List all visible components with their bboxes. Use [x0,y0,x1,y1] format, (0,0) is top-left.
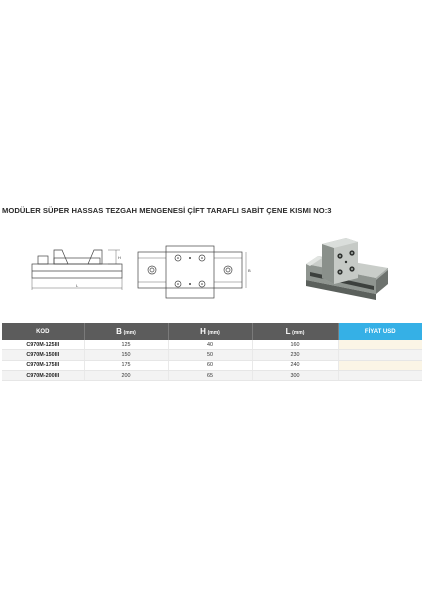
side-view-l-label: L [76,283,79,288]
cell-kod: C970M-175III [2,360,84,370]
header-l [252,323,338,340]
cell-h: 50 [168,350,252,360]
cell-h: 40 [168,340,252,350]
cell-b: 175 [84,360,168,370]
table-row [2,360,422,370]
header-price: FİYAT USD [338,323,422,340]
top-view-b-label: B [248,268,251,273]
cell-b: 125 [84,340,168,350]
cell-l: 230 [252,350,338,360]
cell-kod: C970M-200III [2,370,84,380]
table-row [2,350,422,360]
header-h [168,323,252,340]
product-title: MODÜLER SÜPER HASSAS TEZGAH MENGENESİ ÇİFT TARAFLI SABİT ÇENE KISMI NO:3 [2,206,332,215]
technical-drawings [0,232,424,312]
cell-b: 150 [84,350,168,360]
top-view-drawing [134,238,254,308]
cell-price [338,350,422,360]
cell-kod: C970M-125III [2,340,84,350]
header-b [84,323,168,340]
cell-l: 300 [252,370,338,380]
header-l-unit: (mm) [292,330,305,336]
header-h-letter: H [200,327,206,336]
cell-h: 65 [168,370,252,380]
table-header-row [2,323,422,340]
product-photo [296,234,396,312]
cell-b: 200 [84,370,168,380]
cell-l: 240 [252,360,338,370]
cell-kod: C970M-150III [2,350,84,360]
side-view-drawing [28,242,130,302]
cell-l: 160 [252,340,338,350]
header-h-unit: (mm) [207,330,220,336]
specification-table [2,323,422,381]
cell-price [338,340,422,350]
table-row [2,340,422,350]
side-view-h-label: H [118,255,121,260]
header-b-letter: B [116,327,122,336]
table-row [2,370,422,380]
header-kod: KOD [2,323,84,340]
cell-h: 60 [168,360,252,370]
header-l-letter: L [285,327,291,336]
header-b-unit: (mm) [123,330,136,336]
cell-price [338,360,422,370]
cell-price [338,370,422,380]
